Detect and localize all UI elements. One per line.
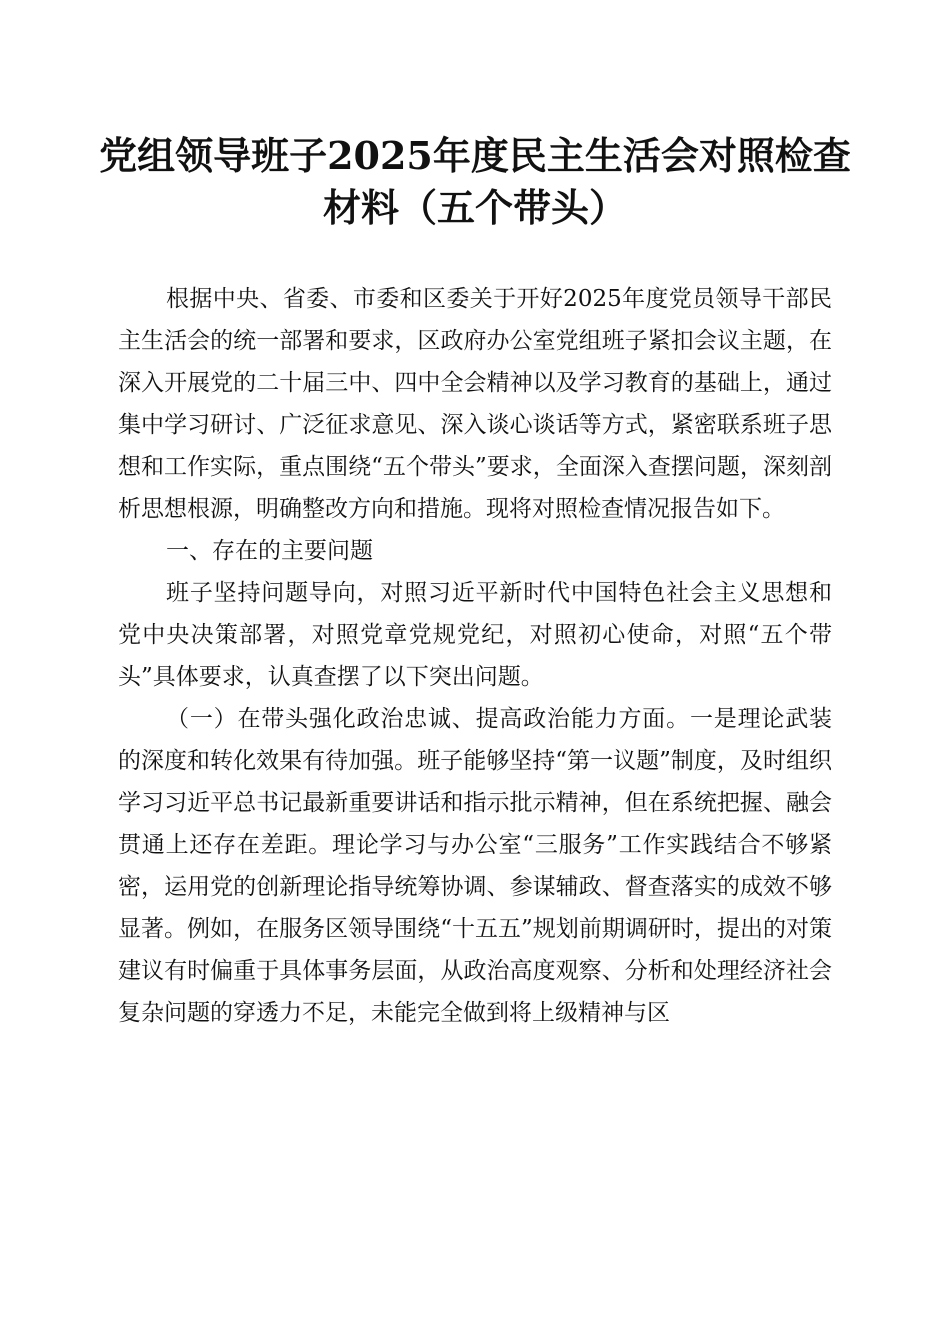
section-heading-problems: 一、存在的主要问题 [166, 538, 373, 564]
document-body [118, 278, 832, 1034]
item-1-body: 一是理论武装的深度和转化效果有待加强。班子能够坚持“第一议题”制度，及时组织学习习近平总书记最新重要讲话和指示批示精神，但在系统把握、融会贯通上还存在差距。理论学习与办公室“三服务”工作实践结合不够紧密，运用党的创新理论指导统筹协调、参谋辅政、督查落实的成效不够显著。例如，在服务区领导围绕“十五五”规划前期调研时，提出的对策建议有时偏重于具体事务层面，从政治高度观察、分析和处理经济社会复杂问题的穿透力不足，未能完全做到将上级精神与区 [118, 706, 833, 1026]
intro-paragraph: 根据中央、省委、市委和区委关于开好2025年度党员领导干部民主生活会的统一部署和要求，区政府办公室党组班子紧扣会议主题，在深入开展党的二十届三中、四中全会精神以及学习教育的基础上，通过集中学习研讨、广泛征求意见、深入谈心谈话等方式，紧密联系班子思想和工作实际，重点围绕“五个带头”要求，全面深入查摆问题，深刻剖析思想根源，明确整改方向和措施。现将对照检查情况报告如下。 [118, 286, 832, 522]
item-1-paragraph [118, 698, 832, 1034]
section-intro-paragraph: 班子坚持问题导向，对照习近平新时代中国特色社会主义思想和党中央决策部署，对照党章党规党纪，对照初心使命，对照“五个带头”具体要求，认真查摆了以下突出问题。 [118, 580, 832, 690]
document-title [80, 130, 870, 234]
title-line-2: 材料（五个带头） [322, 185, 627, 230]
item-1-heading: （一）在带头强化政治忠诚、提高政治能力方面。 [166, 706, 690, 732]
title-line-1: 党组领导班子2025年度民主生活会对照检查 [99, 133, 851, 178]
